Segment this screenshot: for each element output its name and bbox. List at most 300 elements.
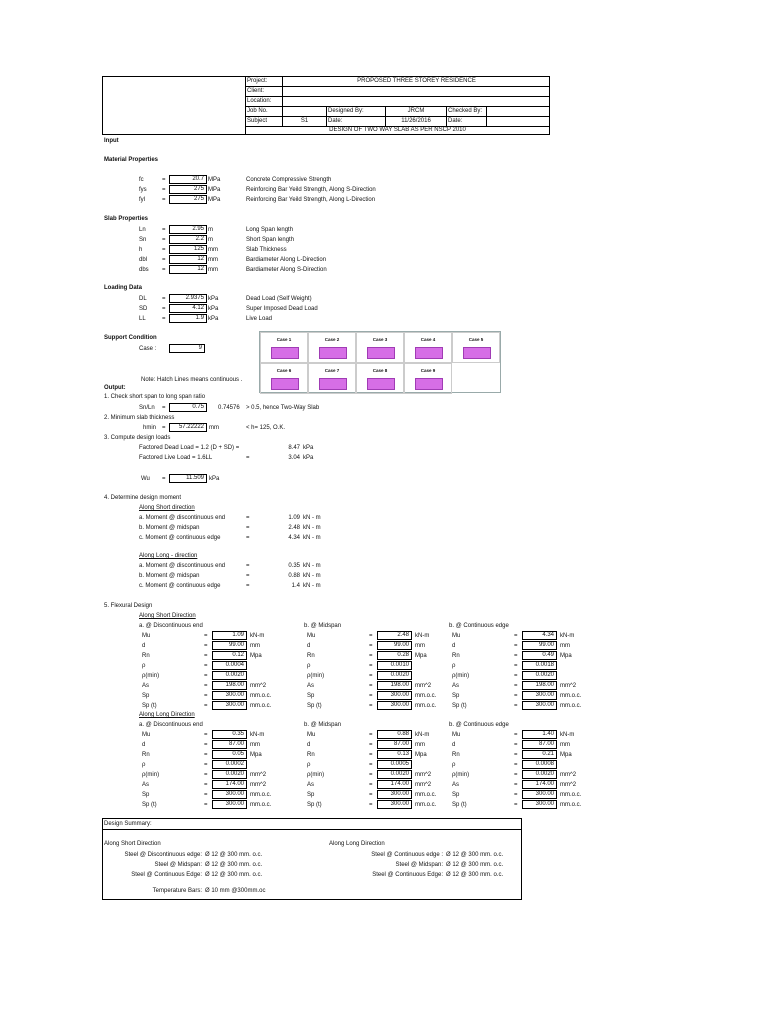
flex-symbol: Rn: [307, 653, 315, 659]
material-value[interactable]: 275: [169, 195, 207, 204]
project-value: PROPOSED THREE STOREY RESIDENCE: [357, 78, 476, 84]
flex-value: 300.00: [377, 691, 412, 700]
moment-unit: kN - m: [303, 535, 321, 541]
flex-equals: =: [514, 633, 518, 639]
loading-equals: =: [162, 316, 166, 322]
flex-value: 300.00: [377, 701, 412, 710]
flex-unit: mm^2: [560, 782, 577, 788]
hmin-value: 57.22222: [169, 423, 207, 432]
support-case-label: Case 8: [372, 368, 388, 373]
flex-unit: Mpa: [250, 752, 262, 758]
output-heading: Output:: [104, 385, 126, 391]
ratio-exact: 0.74576: [218, 405, 240, 411]
flex-column-heading: a. @ Discontinuous end: [139, 722, 203, 728]
flex-unit: Mpa: [415, 653, 427, 659]
slab-symbol: dbl: [139, 257, 148, 263]
flex-symbol: ρ(min): [307, 673, 325, 679]
slab-unit: m: [208, 227, 213, 233]
flex-value: 1.09: [212, 631, 247, 640]
flex-unit: mm.o.c.: [250, 792, 272, 798]
flex-equals: =: [514, 673, 518, 679]
slab-value[interactable]: 2.2: [169, 235, 207, 244]
summary-short-title: Along Short Direction: [104, 841, 161, 847]
moment-equals: =: [246, 573, 250, 579]
subject-value: S1: [300, 118, 309, 124]
flex-unit: mm^2: [250, 782, 267, 788]
flex-value: 300.00: [522, 800, 557, 809]
slab-unit: mm: [208, 247, 218, 253]
material-equals: =: [162, 197, 166, 203]
flex-symbol: Sp (t): [452, 802, 467, 808]
flex-unit: mm.o.c.: [560, 703, 582, 709]
flex-value: 0.0018: [522, 661, 557, 670]
loading-unit: kPa: [208, 316, 219, 322]
flex-value: 0.0020: [212, 671, 247, 680]
project-label: Project:: [247, 78, 268, 84]
flex-unit: mm.o.c.: [415, 802, 437, 808]
flex-symbol: ρ(min): [142, 673, 160, 679]
flex-value: 198.00: [377, 681, 412, 690]
flex-unit: mm: [560, 643, 570, 649]
factored-live-unit: kPa: [303, 455, 314, 461]
moment-label: a. Moment @ discontinuous end: [139, 563, 226, 569]
flex-symbol: Sp: [452, 693, 460, 699]
summary-long-value: Ø 12 @ 300 mm. o.c.: [446, 872, 504, 878]
flex-symbol: As: [307, 683, 315, 689]
support-case-label: Case 4: [420, 337, 436, 342]
support-case-9[interactable]: [404, 363, 452, 394]
flex-unit: mm: [250, 742, 260, 748]
step1-label: 1. Check short span to long span ratio: [104, 394, 206, 400]
flex-unit: mm: [250, 643, 260, 649]
flex-unit: mm.o.c.: [250, 693, 272, 699]
support-case-4[interactable]: [404, 332, 452, 363]
support-case-diagram: [415, 378, 443, 390]
flex-value: 198.00: [212, 681, 247, 690]
flex-symbol: ρ(min): [307, 772, 325, 778]
flex-symbol: Rn: [452, 653, 460, 659]
flex-value: 0.0005: [377, 760, 412, 769]
loading-symbol: LL: [139, 316, 146, 322]
flex-value: 1.40: [522, 730, 557, 739]
support-heading: Support Condition: [104, 335, 157, 341]
material-unit: MPa: [208, 187, 221, 193]
wu-eq: =: [162, 476, 166, 482]
flex-value: 0.35: [212, 730, 247, 739]
flex-value: 300.00: [522, 701, 557, 710]
flex-unit: mm.o.c.: [560, 693, 582, 699]
flex-symbol: d: [142, 742, 146, 748]
summary-long-label: Steel @ Continuous Edge:: [372, 872, 443, 878]
flex-equals: =: [514, 653, 518, 659]
flex-value: 0.0002: [212, 760, 247, 769]
factored-dead-label: Factored Dead Load = 1.2 (D + SD) =: [139, 445, 240, 451]
loading-description: Super Imposed Dead Load: [246, 306, 318, 312]
flex-equals: =: [369, 742, 373, 748]
material-symbol: fyl: [139, 197, 145, 203]
slab-symbol: h: [139, 247, 143, 253]
document-title: DESIGN OF TWO WAY SLAB AS PER NSCP 2010: [329, 127, 466, 133]
flex-symbol: Sp (t): [142, 703, 157, 709]
flex-equals: =: [204, 653, 208, 659]
moment-label: c. Moment @ continuous edge: [139, 583, 221, 589]
flex-symbol: Mu: [452, 633, 461, 639]
slab-symbol: dbs: [139, 267, 149, 273]
flex-value: 0.0020: [522, 770, 557, 779]
support-case-8[interactable]: [356, 363, 404, 394]
flex-unit: mm^2: [415, 683, 432, 689]
flex-symbol: Sp: [452, 792, 460, 798]
flex-equals: =: [514, 762, 518, 768]
loading-description: Live Load: [246, 316, 273, 322]
flex-symbol: ρ(min): [452, 673, 470, 679]
slab-symbol: Sn: [139, 237, 147, 243]
flex-equals: =: [369, 732, 373, 738]
flex-equals: =: [369, 673, 373, 679]
flex-equals: =: [514, 643, 518, 649]
support-case-2[interactable]: [308, 332, 356, 363]
moment-equals: =: [246, 563, 250, 569]
flex-value: 0.21: [522, 750, 557, 759]
factored-dead-unit: kPa: [303, 445, 314, 451]
support-case-diagram: [319, 347, 347, 359]
moment-unit: kN - m: [303, 583, 321, 589]
flex-value: 300.00: [212, 701, 247, 710]
flex-equals: =: [204, 762, 208, 768]
material-value[interactable]: 20.7: [169, 175, 207, 184]
loading-value[interactable]: 2.9375: [169, 294, 207, 303]
flex-value: 0.0008: [522, 760, 557, 769]
loading-unit: kPa: [208, 306, 219, 312]
material-description: Reinforcing Bar Yeild Strength, Along L-Direction: [246, 197, 376, 203]
material-unit: MPa: [208, 177, 221, 183]
flex-symbol: Mu: [307, 732, 316, 738]
hmin-label: hmin: [143, 425, 157, 431]
slab-symbol: Ln: [139, 227, 146, 233]
flex-value: 0.88: [377, 730, 412, 739]
flex-unit: mm.o.c.: [560, 802, 582, 808]
summary-short-label: Steel @ Continuous Edge:: [131, 872, 202, 878]
flex-equals: =: [204, 742, 208, 748]
moment-label: a. Moment @ discontinuous end: [139, 515, 226, 521]
summary-long-value: Ø 12 @ 300 mm. o.c.: [446, 862, 504, 868]
summary-long-label: Steel @ Midspan:: [395, 862, 443, 868]
flex-value: 300.00: [522, 691, 557, 700]
flex-unit: Mpa: [415, 752, 427, 758]
flex-symbol: ρ(min): [142, 772, 160, 778]
flex-symbol: Sp (t): [307, 703, 322, 709]
moment-label: c. Moment @ continuous edge: [139, 535, 221, 541]
loading-equals: =: [162, 296, 166, 302]
flex-unit: mm^2: [415, 782, 432, 788]
moment-equals: =: [246, 525, 250, 531]
case-label: Case :: [139, 346, 157, 352]
flex-equals: =: [204, 643, 208, 649]
flex-equals: =: [369, 633, 373, 639]
support-case-label: Case 1: [276, 337, 292, 342]
moment-unit: kN - m: [303, 573, 321, 579]
summary-short-value: Ø 12 @ 300 mm. o.c.: [205, 862, 263, 868]
slab-description: Slab Thickness: [246, 247, 287, 253]
flex-symbol: d: [452, 643, 456, 649]
short-direction-heading: Along Short direction: [139, 505, 195, 511]
flex-symbol: ρ: [307, 663, 311, 669]
wu-value: 11.509: [169, 474, 207, 483]
jobno-label: Job No.: [247, 108, 268, 114]
flex-equals: =: [514, 683, 518, 689]
flex-equals: =: [369, 772, 373, 778]
flex-equals: =: [204, 772, 208, 778]
client-label: Client:: [247, 88, 265, 94]
summary-title: Design Summary:: [104, 821, 152, 827]
flex-unit: kN-m: [560, 633, 575, 639]
flex-value: 0.0020: [212, 770, 247, 779]
flex-symbol: As: [142, 782, 150, 788]
factored-dead-value: 8.47: [288, 445, 300, 451]
loading-description: Dead Load (Self Weight): [246, 296, 312, 302]
flex-unit: mm.o.c.: [415, 792, 437, 798]
flex-value: 87.00: [212, 740, 247, 749]
flex-symbol: As: [307, 782, 315, 788]
header-col-rule: [326, 106, 327, 126]
flex-value: 300.00: [212, 800, 247, 809]
moment-equals: =: [246, 515, 250, 521]
flex-symbol: Rn: [307, 752, 315, 758]
flex-symbol: Sp (t): [142, 802, 157, 808]
hmin-unit: mm: [209, 425, 219, 431]
flex-value: 300.00: [377, 800, 412, 809]
header-rule: [245, 86, 550, 87]
flex-equals: =: [204, 673, 208, 679]
summary-short-label: Steel @ Midspan:: [154, 862, 202, 868]
slab-equals: =: [162, 227, 166, 233]
flex-column-heading: b. @ Midspan: [304, 722, 342, 728]
flex-unit: kN-m: [250, 732, 265, 738]
flex-equals: =: [514, 792, 518, 798]
flex-column-heading: b. @ Continuous edge: [449, 722, 509, 728]
wu-unit: kPa: [209, 476, 220, 482]
step3-label: 3. Compute design loads: [104, 435, 171, 441]
date-value: 11/26/2016: [401, 118, 431, 124]
flex-equals: =: [514, 782, 518, 788]
flex-value: 2.48: [377, 631, 412, 640]
flex-value: 0.0020: [522, 671, 557, 680]
flex-value: 198.00: [522, 681, 557, 690]
summary-long-label: Steel @ Continuous edge :: [371, 852, 443, 858]
flex-symbol: Sp: [307, 792, 315, 798]
case-value[interactable]: 9: [169, 344, 205, 353]
support-case-diagram: [271, 347, 299, 359]
flex-equals: =: [369, 802, 373, 808]
flex-equals: =: [369, 703, 373, 709]
flex-unit: mm.o.c.: [250, 703, 272, 709]
flex-equals: =: [369, 693, 373, 699]
flex-equals: =: [204, 752, 208, 758]
material-symbol: fc: [139, 177, 144, 183]
slab-description: Bardiameter Along S-Direction: [246, 267, 327, 273]
flex-equals: =: [514, 732, 518, 738]
material-symbol: fys: [139, 187, 147, 193]
flex-value: 0.0020: [377, 671, 412, 680]
support-case-6[interactable]: [260, 363, 308, 394]
flex-value: 174.00: [522, 780, 557, 789]
flex-equals: =: [204, 782, 208, 788]
flex-unit: mm^2: [415, 772, 432, 778]
flex-symbol: Mu: [142, 732, 151, 738]
support-case-7[interactable]: [308, 363, 356, 394]
flex-unit: kN-m: [560, 732, 575, 738]
flex-equals: =: [204, 703, 208, 709]
flex-equals: =: [369, 643, 373, 649]
summary-short-label: Steel @ Discontinuous edge:: [124, 852, 202, 858]
flex-unit: kN-m: [250, 633, 265, 639]
moment-value: 1.09: [288, 515, 300, 521]
ratio-value: 0.75: [169, 403, 207, 412]
flex-equals: =: [369, 752, 373, 758]
flex-symbol: As: [142, 683, 150, 689]
flex-equals: =: [514, 663, 518, 669]
flex-unit: Mpa: [250, 653, 262, 659]
summary-long-value: Ø 12 @ 300 mm. o.c.: [446, 852, 504, 858]
flex-unit: mm^2: [250, 683, 267, 689]
step4-label: 4. Determine design moment: [104, 495, 182, 501]
slab-equals: =: [162, 257, 166, 263]
flex-column-heading: b. @ Continuous edge: [449, 623, 509, 629]
loading-heading: Loading Data: [104, 285, 143, 291]
support-case-label: Case 9: [420, 368, 436, 373]
flex-value: 174.00: [212, 780, 247, 789]
slab-equals: =: [162, 247, 166, 253]
summary-short-value: Ø 12 @ 300 mm. o.c.: [205, 872, 263, 878]
support-case-label: Case 5: [468, 337, 484, 342]
moment-unit: kN - m: [303, 525, 321, 531]
summary-long-title: Along Long Direction: [329, 841, 385, 847]
flex-equals: =: [204, 802, 208, 808]
flex-equals: =: [369, 792, 373, 798]
moment-unit: kN - m: [303, 563, 321, 569]
flex-symbol: Mu: [452, 732, 461, 738]
step2-label: 2. Minimum slab thickness: [104, 415, 175, 421]
flex-equals: =: [514, 703, 518, 709]
summary-short-value: Ø 12 @ 300 mm. o.c.: [205, 852, 263, 858]
slab-value[interactable]: 125: [169, 245, 207, 254]
flex-equals: =: [514, 693, 518, 699]
moment-label: b. Moment @ midspan: [139, 525, 200, 531]
loading-symbol: SD: [139, 306, 148, 312]
slab-value[interactable]: 12: [169, 265, 207, 274]
flex-symbol: ρ: [452, 663, 456, 669]
flex-unit: mm.o.c.: [415, 703, 437, 709]
flex-long-heading: Along Long Direction: [139, 712, 195, 718]
flex-value: 87.00: [377, 740, 412, 749]
material-description: Reinforcing Bar Yeild Strength, Along S-Direction: [246, 187, 376, 193]
flex-equals: =: [204, 633, 208, 639]
support-cases-panel: [259, 331, 501, 393]
slab-equals: =: [162, 237, 166, 243]
support-case-diagram: [367, 378, 395, 390]
flex-value: 4.34: [522, 631, 557, 640]
checked-by-label: Checked By:: [448, 108, 483, 114]
moment-equals: =: [246, 583, 250, 589]
moment-unit: kN - m: [303, 515, 321, 521]
flex-value: 300.00: [212, 790, 247, 799]
flex-unit: mm: [560, 742, 570, 748]
flex-value: 0.0004: [212, 661, 247, 670]
moment-value: 0.88: [288, 573, 300, 579]
flex-symbol: d: [452, 742, 456, 748]
flex-value: 300.00: [212, 691, 247, 700]
flex-unit: mm^2: [250, 772, 267, 778]
flex-symbol: ρ: [142, 663, 146, 669]
slab-unit: mm: [208, 267, 218, 273]
support-case-5[interactable]: [452, 332, 500, 363]
flex-value: 87.00: [522, 740, 557, 749]
flex-symbol: Mu: [307, 633, 316, 639]
slab-value[interactable]: 2.95: [169, 225, 207, 234]
flex-equals: =: [204, 732, 208, 738]
flex-symbol: d: [307, 643, 311, 649]
moment-value: 2.48: [288, 525, 300, 531]
flex-symbol: Sp: [142, 693, 150, 699]
flex-value: 99.00: [377, 641, 412, 650]
temperature-bars-value: Ø 10 mm @300mm.oc: [205, 888, 266, 894]
flex-equals: =: [204, 663, 208, 669]
date2-label: Date:: [448, 118, 463, 124]
ratio-label: Sn/Ln: [139, 405, 155, 411]
material-value[interactable]: 275: [169, 185, 207, 194]
header-col-rule: [446, 106, 447, 126]
support-case-1[interactable]: [260, 332, 308, 363]
ratio-text: > 0.5, hence Two-Way Slab: [246, 405, 320, 411]
flex-equals: =: [369, 762, 373, 768]
ratio-eq: =: [162, 405, 166, 411]
flex-symbol: As: [452, 782, 460, 788]
moment-value: 4.34: [288, 535, 300, 541]
slab-description: Long Span length: [246, 227, 294, 233]
material-unit: MPa: [208, 197, 221, 203]
loading-value[interactable]: 1.9: [169, 314, 207, 323]
moment-value: 1.4: [291, 583, 300, 589]
temperature-bars-label: Temperature Bars:: [152, 888, 202, 894]
flex-equals: =: [514, 802, 518, 808]
flex-unit: mm.o.c.: [560, 792, 582, 798]
material-heading: Material Properties: [104, 157, 159, 163]
summary-rule: [102, 829, 522, 830]
loading-value[interactable]: 4.12: [169, 304, 207, 313]
subject-label: Subject: [247, 118, 268, 124]
long-direction-heading: Along Long - direction: [139, 553, 198, 559]
flex-unit: mm: [415, 742, 425, 748]
slab-value[interactable]: 12: [169, 255, 207, 264]
support-case-3[interactable]: [356, 332, 404, 363]
material-equals: =: [162, 177, 166, 183]
flex-equals: =: [514, 772, 518, 778]
flex-column-heading: a. @ Discontinuous end: [139, 623, 203, 629]
flex-unit: Mpa: [560, 653, 572, 659]
flex-unit: mm.o.c.: [415, 693, 437, 699]
loading-unit: kPa: [208, 296, 219, 302]
flex-value: 300.00: [377, 790, 412, 799]
flex-equals: =: [369, 653, 373, 659]
support-case-label: Case 3: [372, 337, 388, 342]
hatch-note: Note: Hatch Lines means continuous .: [141, 377, 243, 383]
flex-symbol: ρ: [142, 762, 146, 768]
slab-equals: =: [162, 267, 166, 273]
flex-equals: =: [204, 792, 208, 798]
flex-equals: =: [369, 683, 373, 689]
location-label: Location:: [247, 98, 272, 104]
designed-by-value: JRCM: [407, 108, 425, 114]
